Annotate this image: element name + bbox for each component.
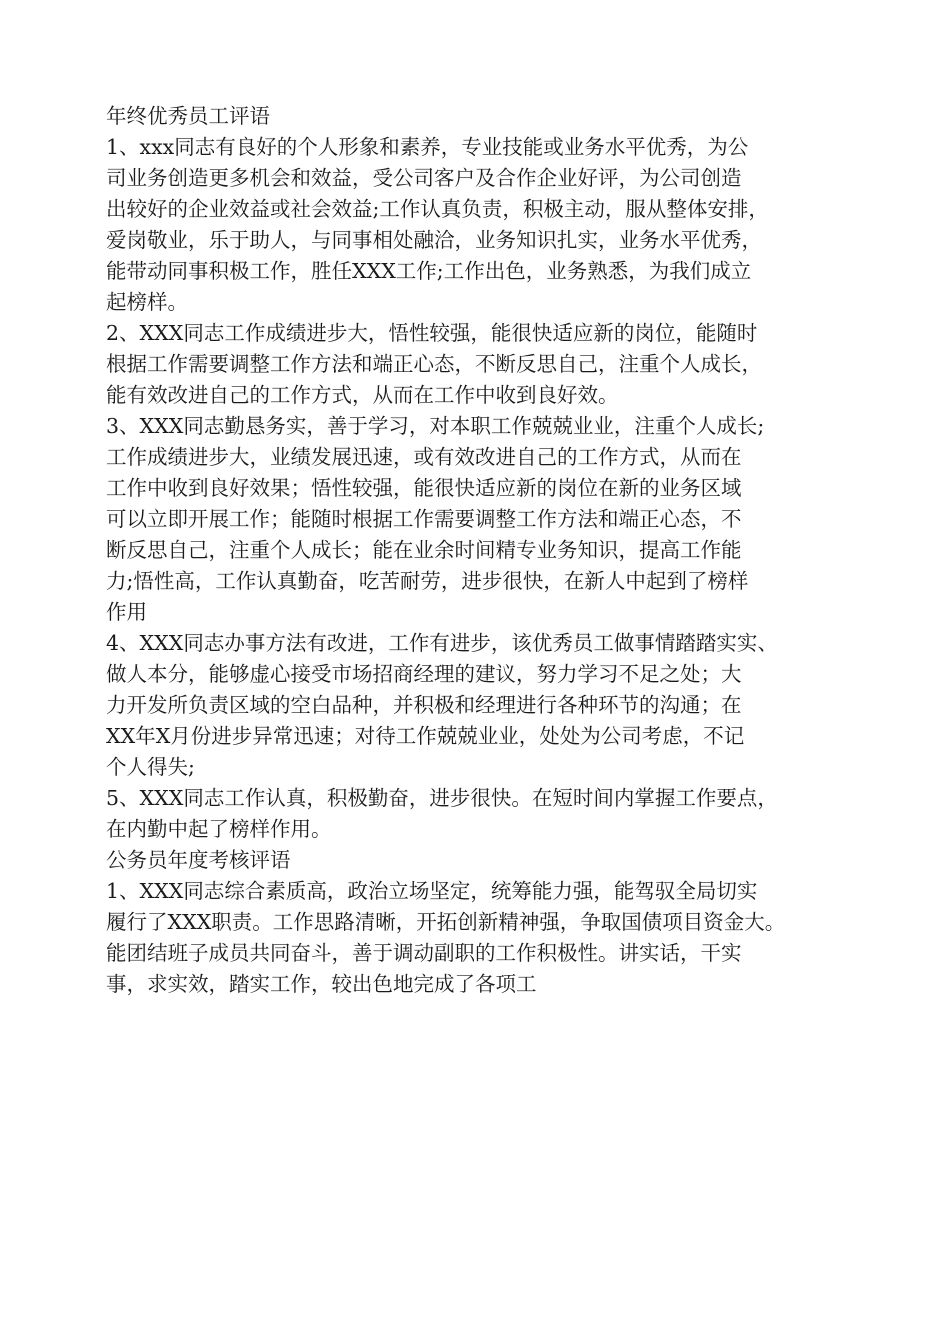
text-line: 事，求实效，踏实工作，较出色地完成了各项工 <box>106 972 537 996</box>
text-line: 1、xxx同志有良好的个人形象和素养，专业技能或业务水平优秀，为公 <box>106 135 749 159</box>
text-line: 3、XXX同志勤恳务实，善于学习，对本职工作兢兢业业，注重个人成长; <box>106 414 765 438</box>
text-line: 司业务创造更多机会和效益，受公司客户及合作企业好评，为公司创造 <box>106 166 742 190</box>
document-body <box>106 101 886 1000</box>
text-line: 5、XXX同志工作认真，积极勤奋，进步很快。在短时间内掌握工作要点， <box>106 786 778 810</box>
text-line: 1、XXX同志综合素质高，政治立场坚定，统筹能力强，能驾驭全局切实 <box>106 879 758 903</box>
text-line: 做人本分，能够虚心接受市场招商经理的建议，努力学习不足之处；大 <box>106 662 742 686</box>
text-line: 个人得失; <box>106 755 195 779</box>
text-line: 履行了XXX职责。工作思路清晰，开拓创新精神强，争取国债项目资金大。 <box>106 910 786 934</box>
text-line: 力;悟性高，工作认真勤奋，吃苦耐劳，进步很快，在新人中起到了榜样 <box>106 569 749 593</box>
text-line: 2、XXX同志工作成绩进步大，悟性较强，能很快适应新的岗位，能随时 <box>106 321 758 345</box>
text-line: 出较好的企业效益或社会效益;工作认真负责，积极主动，服从整体安排， <box>106 197 769 221</box>
text-line: 根据工作需要调整工作方法和端正心态，不断反思自己，注重个人成长， <box>106 352 762 376</box>
text-line: 4、XXX同志办事方法有改进，工作有进步，该优秀员工做事情踏踏实实、 <box>106 631 778 655</box>
text-line: 可以立即开展工作；能随时根据工作需要调整工作方法和端正心态，不 <box>106 507 742 531</box>
text-line: 能带动同事积极工作，胜任XXX工作;工作出色，业务熟悉，为我们成立 <box>106 259 752 283</box>
text-line: 起榜样。 <box>106 290 188 314</box>
text-line: 工作中收到良好效果；悟性较强，能很快适应新的岗位在新的业务区域 <box>106 476 742 500</box>
text-line: 爱岗敬业，乐于助人，与同事相处融洽，业务知识扎实，业务水平优秀， <box>106 228 762 252</box>
text-line: 断反思自己，注重个人成长；能在业余时间精专业务知识，提高工作能 <box>106 538 742 562</box>
text-line: XX年X月份进步异常迅速；对待工作兢兢业业，处处为公司考虑，不记 <box>106 724 745 748</box>
text-line: 力开发所负责区域的空白品种，并积极和经理进行各种环节的沟通；在 <box>106 693 742 717</box>
text-line: 能团结班子成员共同奋斗，善于调动副职的工作积极性。讲实话，干实 <box>106 941 742 965</box>
text-line: 在内勤中起了榜样作用。 <box>106 817 332 841</box>
text-line: 作用 <box>106 600 147 624</box>
section-heading: 公务员年度考核评语 <box>106 848 291 872</box>
text-line: 能有效改进自己的工作方式，从而在工作中收到良好效。 <box>106 383 619 407</box>
text-line: 工作成绩进步大，业绩发展迅速，或有效改进自己的工作方式，从而在 <box>106 445 742 469</box>
section-heading: 年终优秀员工评语 <box>106 104 270 128</box>
